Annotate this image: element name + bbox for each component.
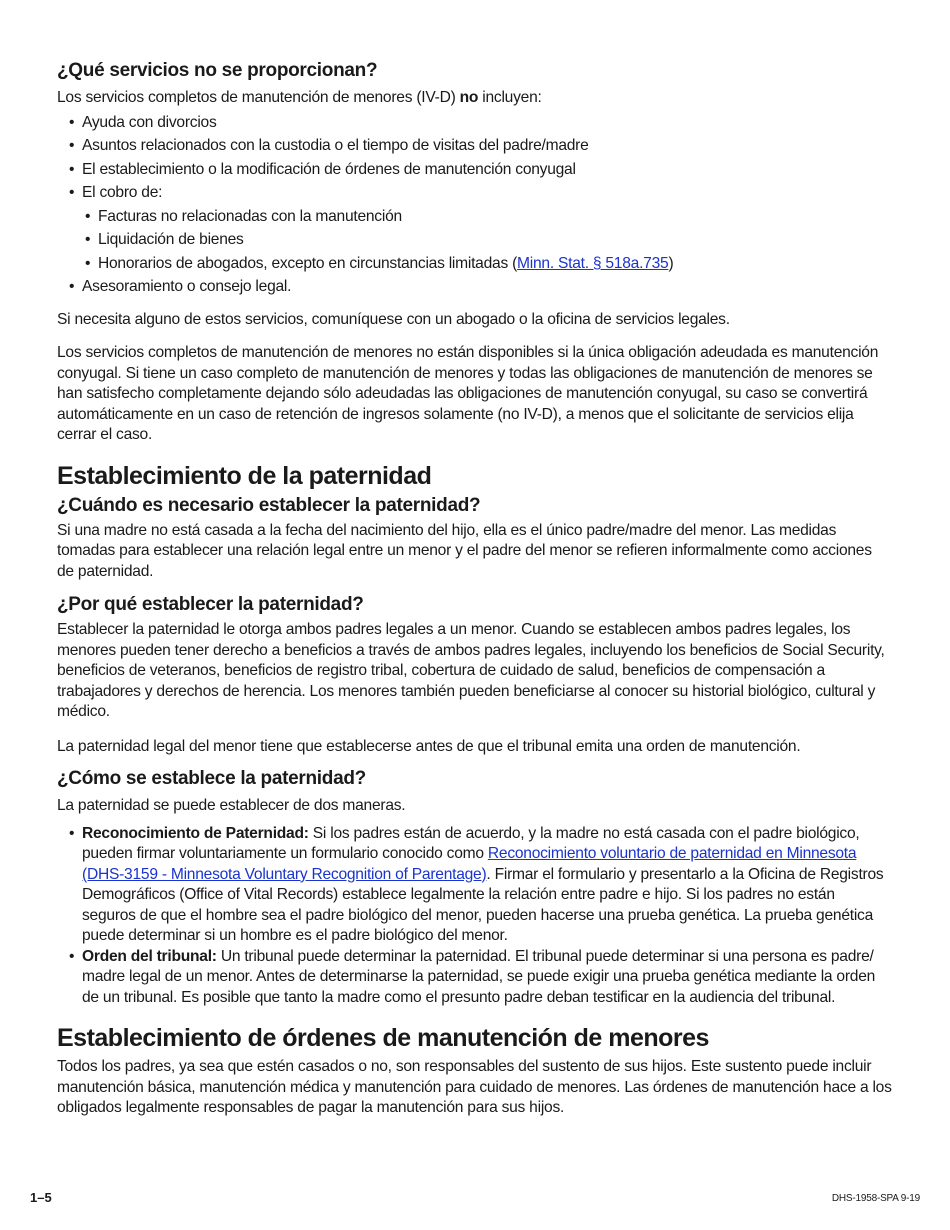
two-ways-paragraph: La paternidad se puede establecer de dos maneras. <box>57 797 406 814</box>
services-intro: Los servicios completos de manutención de menores (IV-D) no incluyen: <box>57 89 542 106</box>
minn-stat-link[interactable]: Minn. Stat. § 518a.735 <box>517 254 669 272</box>
why-paternity-paragraph: Establecer la paternidad le otorga ambos padres legales a un menor. Cuando se establecen ambos padres legales, los menores pueden tener derecho a beneficios a través de ambos padres legales, incluyendo los beneficios de Social Security, beneficios de veteranos, beneficios de registro tribal, cobertura de cuidado de salud, beneficios de compensación a trabajadores y derechos de herencia. Los menores también pueden beneficiarse al conocer su historial biológico, cultural y médico. <box>57 621 885 720</box>
document-page <box>57 60 892 1129</box>
form-id: DHS-1958-SPA 9-19 <box>831 1193 920 1204</box>
sub-list-item: • Liquidación de bienes <box>57 230 892 251</box>
legal-services-paragraph: Si necesita alguno de estos servicios, comuníquese con un abogado o la oficina de servicios legales. <box>57 310 730 328</box>
how-paternity-heading: ¿Cómo se establece la paternidad? <box>57 768 366 789</box>
why-paternity-heading: ¿Por qué establecer la paternidad? <box>57 594 364 615</box>
recognition-item: • Reconocimiento de Paternidad: Si los padres están de acuerdo, y la madre no está casada con el padre biológico, pueden firmar voluntariamente un formulario conocido como Reconocimiento voluntario de paternidad en Minnesota (DHS-3159 - Minnesota Voluntary Recognition of Parentage). Firmar el formulario y presentarlo a la Oficina de Registros Demográficos (Office of Vital Records) establece legalmente la relación entre padre e hijo. Si los padres no están seguros de que el hombre sea el padre biológico del menor, pueden hacerse una prueba genética. La prueba genética puede determinar si un hombre es el padre biológico del menor. <box>57 824 892 947</box>
recognition-form-link[interactable]: Reconocimiento voluntario de paternidad en Minnesota (DHS-3159 - Minnesota Voluntary Recognition of Parentage) <box>82 845 857 883</box>
list-item: • Ayuda con divorcios <box>57 113 892 134</box>
legal-paternity-paragraph: La paternidad legal del menor tiene que establecerse antes de que el tribunal emita una orden de manutención. <box>57 737 801 755</box>
sub-list-item: • Facturas no relacionadas con la manutención <box>57 207 892 228</box>
when-paternity-heading: ¿Cuándo es necesario establecer la paternidad? <box>57 494 481 516</box>
child-support-orders-heading: Establecimiento de órdenes de manutención de menores <box>57 1024 709 1052</box>
sub-list-item: • Honorarios de abogados, excepto en circunstancias limitadas (Minn. Stat. § 518a.735) <box>57 254 892 275</box>
child-support-orders-paragraph: Todos los padres, ya sea que estén casados o no, son responsables del sustento de sus hijos. Este sustento puede incluir manutención básica, manutención médica y manutención para cuidado de menores. Las órdenes de manutención hace a los obligados legalmente responsables de pagar la manutención para sus hijos. <box>57 1058 892 1116</box>
services-not-provided-heading: ¿Qué servicios no se proporcionan? <box>57 60 378 81</box>
list-item: • El establecimiento o la modificación de órdenes de manutención conyugal <box>57 160 892 181</box>
when-paternity-paragraph: Si una madre no está casada a la fecha del nacimiento del hijo, ella es el único padre/madre del menor. Las medidas tomadas para establecer una relación legal entre un menor y el padre del menor se refieren informalmente como acciones de paternidad. <box>57 521 872 580</box>
page-number: 1–5 <box>30 1190 52 1205</box>
paternity-methods-list <box>57 824 892 1009</box>
list-item: • El cobro de: <box>57 183 892 204</box>
court-order-item: • Orden del tribunal: Un tribunal puede determinar la paternidad. El tribunal puede determinar si una persona es padre/ madre legal de un menor. Antes de determinarse la paternidad, se puede exigir una prueba genética mediante la orden de un tribunal. Es posible que tanto la madre como el presunto padre deban testificar en la audiencia del tribunal. <box>57 947 892 1009</box>
spousal-support-paragraph: Los servicios completos de manutención de menores no están disponibles si la única obligación adeudada es manutención conyugal. Si tiene un caso completo de manutención de menores y todas las obligaciones de manutención de menores se han satisfecho completamente dejando sólo adeudadas las obligaciones de manutención conyugal, su caso se convertirá automáticamente en un caso de retención de ingresos solamente (no IV-D), a menos que el solicitante de servicios elija cerrar el caso. <box>57 344 879 443</box>
list-item: • Asuntos relacionados con la custodia o el tiempo de visitas del padre/madre <box>57 136 892 157</box>
list-item: • Asesoramiento o consejo legal. <box>57 277 892 298</box>
paternity-section-heading: Establecimiento de la paternidad <box>57 461 432 490</box>
emphasis-no: no <box>459 89 479 106</box>
services-list <box>57 113 892 298</box>
